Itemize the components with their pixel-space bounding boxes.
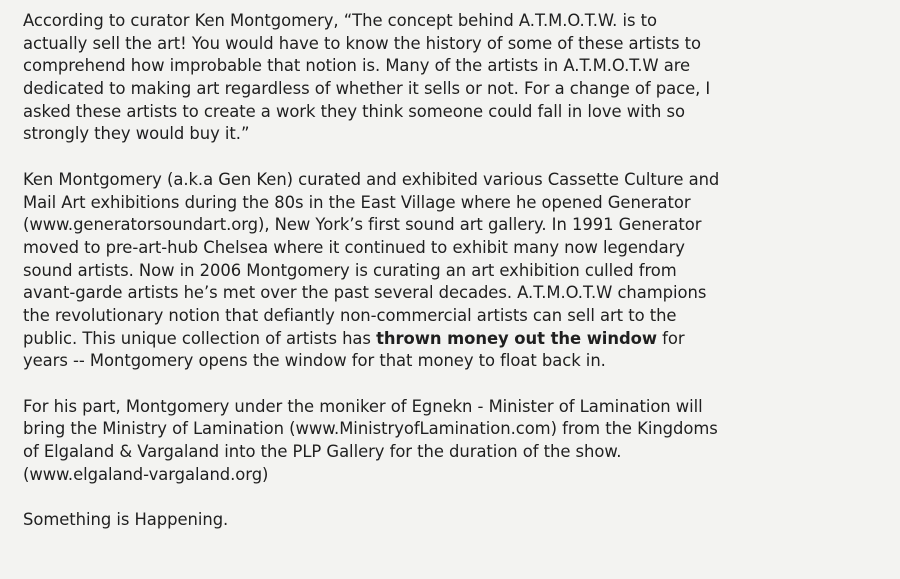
text-line: the revolutionary notion that defiantly non-commercial artists can sell art to the: [23, 305, 677, 325]
text-line: years -- Montgomery opens the window for that money to float back in.: [23, 351, 606, 371]
text-line: Ken Montgomery (a.k.a Gen Ken) curated and exhibited various Cassette Culture and: [23, 169, 720, 189]
paragraph-closing: [23, 509, 883, 532]
text-line: Something is Happening.: [23, 510, 229, 530]
paragraph-spacer: [23, 146, 883, 169]
paragraph-ministry: [23, 396, 883, 487]
text-line: (www.elgaland-vargaland.org): [23, 464, 269, 484]
text-run: public. This unique collection of artists has: [23, 328, 377, 348]
paragraph-spacer: [23, 486, 883, 509]
text-line: (www.generatorsoundart.org), New York’s first sound art gallery. In 1991 Generator: [23, 215, 702, 235]
text-line: According to curator Ken Montgomery, “The concept behind A.T.M.O.T.W. is to: [23, 11, 658, 30]
text-line: asked these artists to create a work they think someone could fall in love with so: [23, 101, 685, 121]
text-line: sound artists. Now in 2006 Montgomery is curating an art exhibition culled from: [23, 260, 677, 280]
text-line: strongly they would buy it.”: [23, 124, 250, 144]
text-line: moved to pre-art-hub Chelsea where it continued to exhibit many now legendary: [23, 237, 685, 257]
text-line: of Elgaland & Vargaland into the PLP Gallery for the duration of the show.: [23, 442, 622, 462]
emphasis-thrown-money: thrown money out the window: [376, 328, 657, 348]
document-body: [23, 10, 883, 532]
paragraph-spacer: [23, 373, 883, 396]
text-line: avant-garde artists he’s met over the past several decades. A.T.M.O.T.W champions: [23, 283, 707, 303]
text-line-with-emphasis: [23, 328, 883, 351]
text-line: bring the Ministry of Lamination (www.MinistryofLamination.com) from the Kingdoms: [23, 419, 718, 439]
paragraph-biography: [23, 169, 883, 373]
text-line: actually sell the art! You would have to know the history of some of these artists to: [23, 33, 701, 53]
text-line: For his part, Montgomery under the moniker of Egnekn - Minister of Lamination will: [23, 396, 703, 416]
text-line: Mail Art exhibitions during the 80s in the East Village where he opened Generator: [23, 192, 691, 212]
paragraph-curator-quote: [23, 10, 883, 146]
text-run: for: [656, 328, 685, 348]
text-line: comprehend how improbable that notion is. Many of the artists in A.T.M.O.T.W are: [23, 56, 691, 76]
text-line: dedicated to making art regardless of whether it sells or not. For a change of pace, I: [23, 79, 711, 99]
